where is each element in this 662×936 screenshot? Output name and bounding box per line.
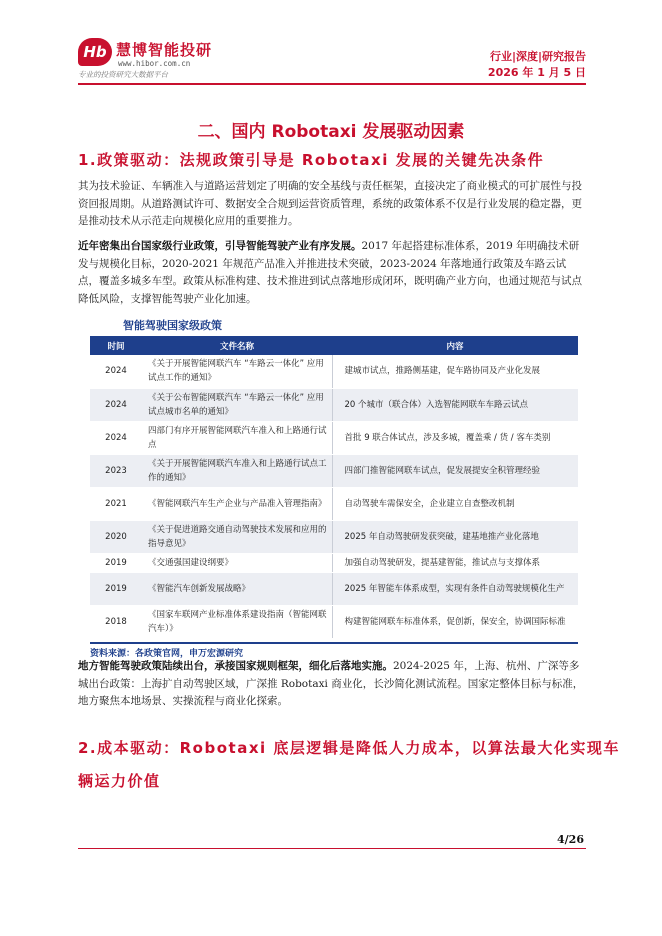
table-row	[90, 355, 578, 388]
cell-content: 2025 年自动驾驶研发获突破，建基地推产业化落地	[332, 520, 578, 553]
hibor-logo	[78, 36, 238, 82]
page-number: 4/26	[557, 833, 584, 846]
cell-content: 自动驾驶车需保安全，企业建立自查整改机制	[332, 487, 578, 520]
cell-doc: 《关于开展智能网联汽车 “车路云一体化” 应用试点工作的通知》	[142, 355, 332, 388]
logo-mark-icon: Hb	[78, 38, 112, 66]
column-header-doc: 文件名称	[142, 336, 332, 355]
cell-content: 构建智能网联车标准体系，促创新，保安全，协调国际标准	[332, 605, 578, 638]
subsection-heading-cost-cont: 辆运力价值	[78, 772, 161, 790]
paragraph-lead: 近年密集出台国家级行业政策，引导智能驾驶产业有序发展。	[78, 240, 362, 252]
table-row	[90, 388, 578, 421]
cell-doc: 《智能汽车创新发展战略》	[142, 572, 332, 605]
table-row	[90, 454, 578, 487]
cell-content: 加强自动驾驶研发，提基建智能，推试点与支撑体系	[332, 553, 578, 572]
table-bottom-rule	[90, 642, 578, 644]
cell-year: 2018	[90, 605, 142, 638]
subsection-heading-cost: 2.成本驱动：Robotaxi 底层逻辑是降低人力成本，以算法最大化实现车	[78, 739, 620, 757]
cell-year: 2019	[90, 553, 142, 572]
cell-year: 2024	[90, 421, 142, 454]
table-source: 资料来源：各政策官网，申万宏源研究	[90, 649, 244, 659]
cell-content: 20 个城市（联合体）入选智能网联车车路云试点	[332, 388, 578, 421]
report-type: 行业|深度|研究报告	[489, 50, 586, 63]
cell-content: 四部门推智能网联车试点，促发展提安全积管理经验	[332, 454, 578, 487]
cell-doc: 《关于公布智能网联汽车 “车路云一体化” 应用试点城市名单的通知》	[142, 388, 332, 421]
column-header-year: 时间	[90, 336, 142, 355]
header-divider	[78, 83, 586, 85]
table-row	[90, 421, 578, 454]
report-date: 2026 年 1 月 5 日	[487, 66, 586, 79]
logo-url: www.hibor.com.cn	[118, 59, 191, 68]
cell-doc: 《智能网联汽车生产企业与产品准入管理指南》	[142, 487, 332, 520]
cell-doc: 《关于开展智能网联汽车准入和上路通行试点工作的通知》	[142, 454, 332, 487]
table-row	[90, 553, 578, 572]
paragraph-national-policy	[78, 238, 584, 308]
table-header-row	[90, 336, 578, 355]
paragraph-policy-intro: 其为技术验证、车辆准入与道路运营划定了明确的安全基线与责任框架，直接决定了商业模式的可扩展性与投资回报周期。从道路测试许可、数据安全合规到运营资质管理，系统的政策体系不仅是行业发展的稳定器，更是推动技术从示范走向规模化应用的重要推力。	[78, 180, 582, 227]
cell-year: 2020	[90, 520, 142, 553]
table-title: 智能驾驶国家级政策	[123, 319, 222, 332]
cell-doc: 《关于促进道路交通自动驾驶技术发展和应用的指导意见》	[142, 520, 332, 553]
logo-tagline: 专业的投资研究大数据平台	[78, 70, 168, 79]
paragraph-local-policy	[78, 658, 584, 711]
subsection-heading-policy: 1.政策驱动：法规政策引导是 Robotaxi 发展的关键先决条件	[78, 151, 545, 169]
logo-name: 慧博智能投研	[116, 41, 213, 59]
paragraph-lead: 地方智能驾驶政策陆续出台，承接国家规则框架，细化后落地实施。	[78, 660, 393, 672]
cell-content: 建城市试点，推路侧基建，促车路协同及产业化发展	[332, 355, 578, 388]
footer-divider	[78, 848, 586, 849]
table-row	[90, 605, 578, 638]
cell-content: 首批 9 联合体试点，涉及多城，覆盖乘 / 货 / 客车类别	[332, 421, 578, 454]
column-header-content: 内容	[332, 336, 578, 355]
table-row	[90, 572, 578, 605]
table-row	[90, 520, 578, 553]
cell-doc: 《交通强国建设纲要》	[142, 553, 332, 572]
table-row	[90, 487, 578, 520]
cell-year: 2024	[90, 388, 142, 421]
paragraph-body: 2017 年起搭建标准体系，2019 年明确技术研发与规模化目标，2020-2021 年规范产品准入并推进技术突破，2023-2024 年落地通行政策及车路云试点，覆盖多城多车型。政策从标准构建、技术推进到试点落地形成闭环，既明确产业方向，也通过规范与试点降低风险，支撑智能驾驶产业化加速。	[78, 240, 582, 305]
cell-content: 2025 年智能车体系成型，实现有条件自动驾驶规模化生产	[332, 572, 578, 605]
cell-year: 2023	[90, 454, 142, 487]
paragraph-body: 2024-2025 年，上海、杭州、广深等多城出台政策：上海扩自动驾驶区域，广深推 Robotaxi 商业化，长沙简化测试流程。国家定整体目标与标准，地方聚焦本地场景、实操流程与商业化探索。	[78, 660, 584, 707]
section-title: 二、国内 Robotaxi 发展驱动因素	[197, 122, 465, 142]
cell-year: 2021	[90, 487, 142, 520]
cell-doc: 四部门有序开展智能网联汽车准入和上路通行试点	[142, 421, 332, 454]
cell-doc: 《国家车联网产业标准体系建设指南（智能网联汽车）》	[142, 605, 332, 638]
cell-year: 2024	[90, 355, 142, 388]
page-header	[78, 36, 586, 82]
policy-table	[90, 336, 578, 639]
cell-year: 2019	[90, 572, 142, 605]
